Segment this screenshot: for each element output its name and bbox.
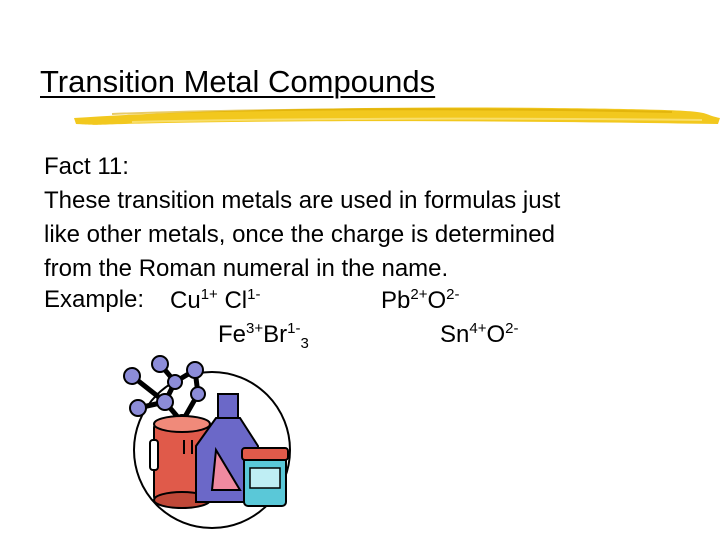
- charge: 1+: [200, 286, 218, 303]
- example-label: Example:: [44, 286, 145, 313]
- body-text: [44, 150, 560, 286]
- element-symbol: Cu: [170, 287, 201, 314]
- element-symbol: Fe: [218, 321, 247, 348]
- subscript: 3: [300, 335, 309, 352]
- charge: 4+: [469, 320, 487, 337]
- charge: 1-: [247, 286, 261, 303]
- charge: 2-: [446, 286, 460, 303]
- chemistry-clipart: [120, 350, 300, 530]
- fact-heading: Fact 11:: [44, 153, 129, 180]
- body-line: from the Roman numeral in the name.: [44, 255, 449, 282]
- title-brush-underline: [72, 102, 720, 130]
- charge: 2-: [505, 320, 519, 337]
- element-symbol: Pb: [381, 287, 411, 314]
- formula-febr3: [218, 320, 309, 352]
- element-symbol: Br: [263, 321, 288, 348]
- element-symbol: Sn: [440, 321, 470, 348]
- slide-title: Transition Metal Compounds: [40, 64, 436, 99]
- formula-cucl: [170, 286, 260, 315]
- body-line: These transition metals are used in formulas just: [44, 187, 561, 214]
- element-symbol: O: [427, 287, 447, 314]
- jar-icon: [242, 448, 288, 506]
- charge: 3+: [246, 320, 264, 337]
- charge: 2+: [410, 286, 428, 303]
- body-line: like other metals, once the charge is determined: [44, 221, 555, 248]
- element-symbol: Cl: [224, 287, 248, 314]
- formula-pbo: [381, 286, 459, 315]
- charge: 1-: [287, 320, 301, 337]
- formula-sno: [440, 320, 518, 349]
- element-symbol: O: [486, 321, 506, 348]
